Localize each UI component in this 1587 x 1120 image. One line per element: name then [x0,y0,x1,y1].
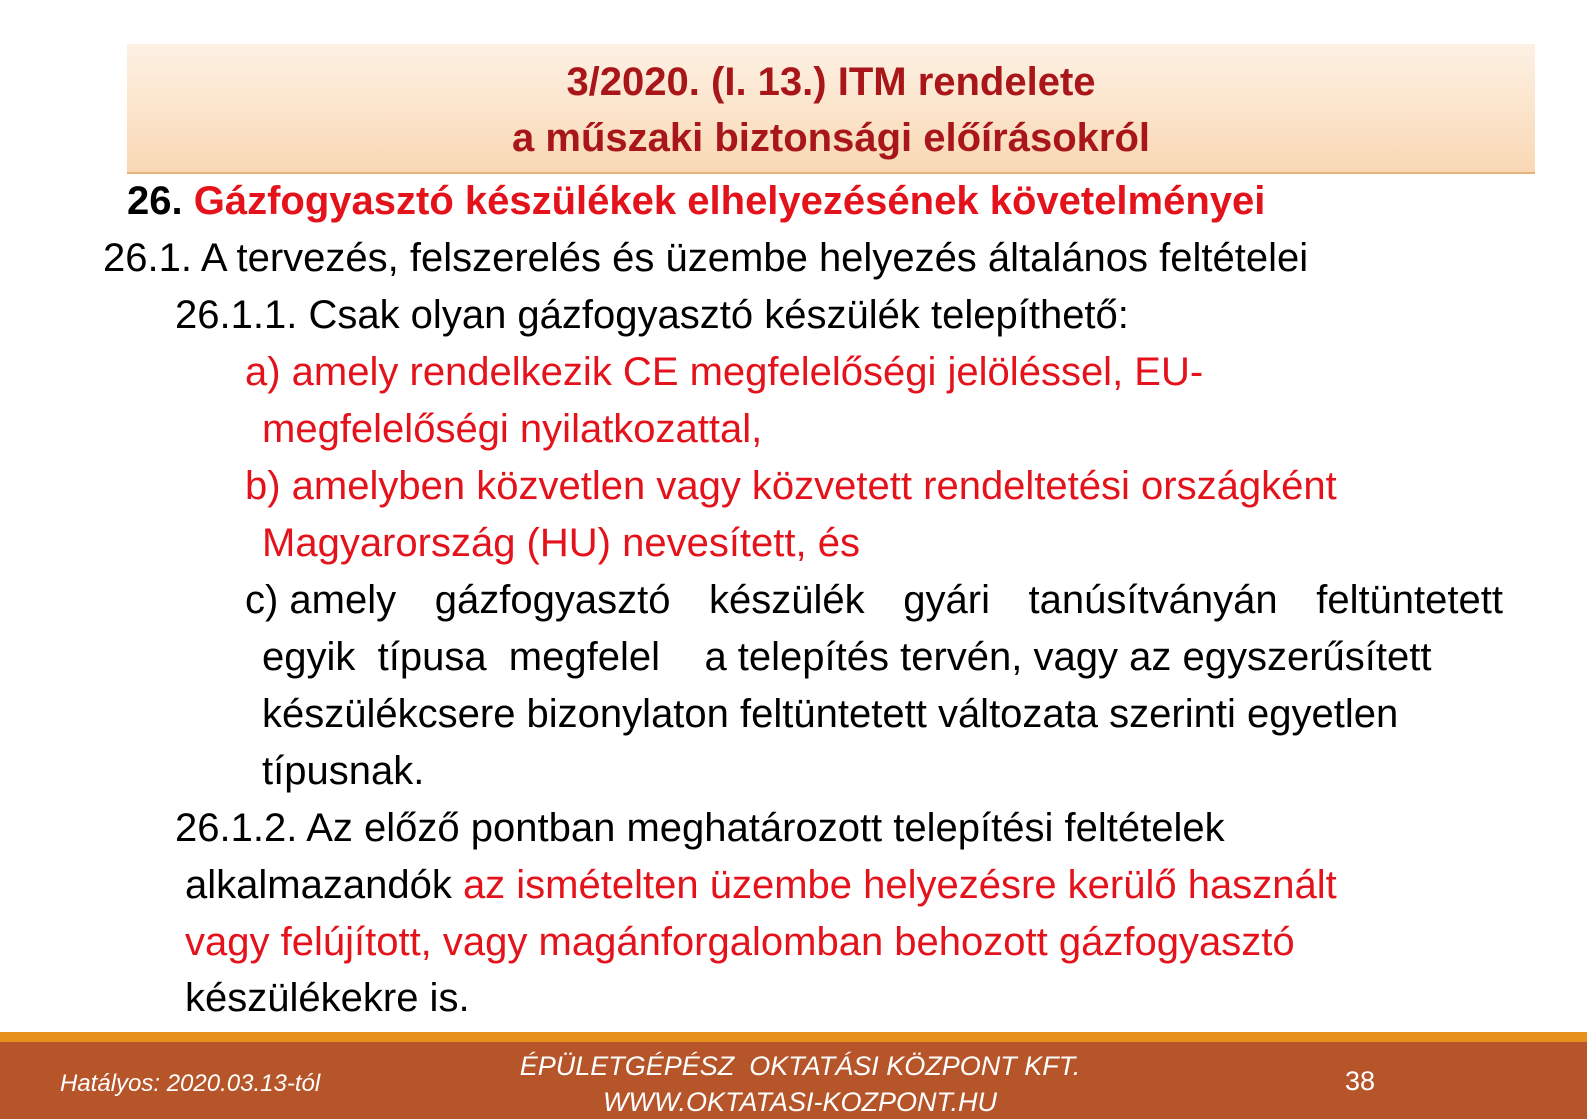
footer [0,1042,1587,1119]
item-a-line-2: megfelelőségi nyilatkozattal, [262,407,763,451]
item-c-word: c) amely [245,578,397,622]
item-26-1-2-line-2 [185,856,1337,914]
item-c-word: tanúsítványán [1028,578,1278,622]
section-number: 26. [127,179,183,223]
footer-org-url: WWW.OKTATASI-KOZPONT.HU [603,1087,997,1117]
item-c-word: feltüntetett [1316,578,1503,622]
page-number: 38 [1345,1066,1376,1096]
item-c-line-3: készülékcsere bizonylaton feltüntetett változata szerinti egyetlen [262,692,1399,736]
section-heading [127,172,1265,230]
footer-organization [490,1048,1110,1120]
item-26-1-2-line-2-black: alkalmazandók [185,863,463,907]
item-b-line-1: b) amelyben közvetlen vagy közvetett rendeltetési országként [245,464,1337,508]
item-c-word: gázfogyasztó [434,578,671,622]
item-c-word: gyári [903,578,990,622]
slide-title [127,44,1535,174]
footer-stripe [0,1032,1587,1042]
item-c-word: készülék [709,578,865,622]
section-title: Gázfogyasztó készülékek elhelyezésének követelményei [193,179,1266,223]
item-c-line-1 [245,571,1503,629]
footer-org-name: ÉPÜLETGÉPÉSZ OKTATÁSI KÖZPONT KFT. [519,1051,1081,1081]
item-26-1-1-intro: 26.1.1. Csak olyan gázfogyasztó készülék telepíthető: [175,293,1129,337]
item-b-line-2: Magyarország (HU) nevesített, és [262,521,860,565]
item-26-1-2-line-1: 26.1.2. Az előző pontban meghatározott telepítési feltételek [175,806,1225,850]
title-line-1: 3/2020. (I. 13.) ITM rendelete [566,60,1096,104]
item-26-1-2-line-4: készülékekre is. [185,976,470,1020]
subsection-26-1: 26.1. A tervezés, felszerelés és üzembe helyezés általános feltételei [103,236,1309,280]
item-26-1-2-line-3: vagy felújított, vagy magánforgalomban behozott gázfogyasztó [185,920,1295,964]
item-c-line-2: egyik típusa megfelel a telepítés tervén, vagy az egyszerűsített [262,635,1432,679]
item-c-line-4: típusnak. [262,749,425,793]
item-26-1-2-line-2-red: az ismételten üzembe helyezésre kerülő használt [462,863,1337,907]
item-a-line-1: a) amely rendelkezik CE megfelelőségi jelöléssel, EU- [245,350,1204,394]
title-line-2: a műszaki biztonsági előírásokról [512,116,1150,160]
footer-effective-date: Hatályos: 2020.03.13-tól [60,1070,321,1097]
